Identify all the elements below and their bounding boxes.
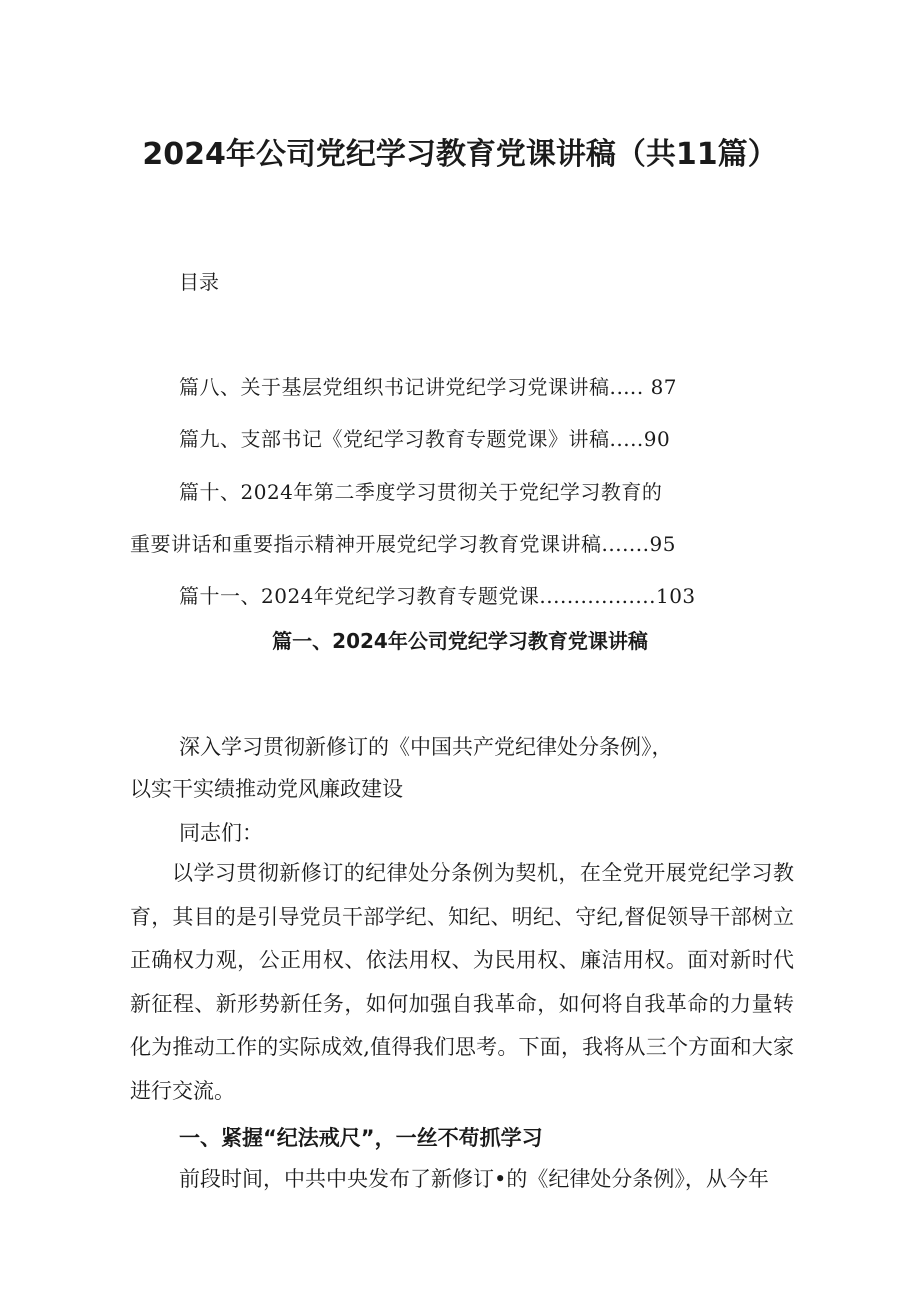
speech-subtitle-line: 深入学习贯彻新修订的《中国共产党纪律处分条例》，: [179, 735, 673, 759]
toc-heading: 目录: [179, 270, 219, 294]
body-paragraph: 以学习贯彻新修订的纪律处分条例为契机，在全党开展党纪学习教育，其目的是引导党员干部学纪、知纪、明纪、守纪,督促领导干部树立正确权力观，公正用权、依法用权、为民用权、廉洁用权。面对新时代新征程、新形势新任务，如何加强自我革命，如何将自我革命的力量转化为推动工作的实际成效,值得我们思考。下面，我将从三个方面和大家进行交流。: [130, 861, 794, 1103]
document-title: 2024年公司党纪学习教育党课讲稿（共11篇）: [142, 137, 778, 172]
toc-entry: 重要讲话和重要指示精神开展党纪学习教育党课讲稿.......95: [130, 532, 676, 556]
section-title: 篇一、2024年公司党纪学习教育党课讲稿: [272, 629, 648, 653]
toc-entry: 篇九、支部书记《党纪学习教育专题党课》讲稿.....90: [179, 427, 671, 451]
toc-entry: 篇十一、2024年党纪学习教育专题党课.................103: [179, 584, 696, 608]
section-heading: 一、紧握“纪法戒尺”，一丝不苟抓学习: [179, 1126, 543, 1150]
body-paragraph: 前段时间，中共中央发布了新修订•的《纪律处分条例》，从今年: [179, 1167, 769, 1191]
speech-subtitle-line: 以实干实绩推动党风廉政建设: [130, 777, 403, 801]
toc-entry: 篇八、关于基层党组织书记讲党纪学习党课讲稿.…. 87: [179, 375, 678, 399]
greeting: 同志们：: [179, 821, 263, 845]
toc-entry: 篇十、2024年第二季度学习贯彻关于党纪学习教育的: [179, 480, 663, 504]
